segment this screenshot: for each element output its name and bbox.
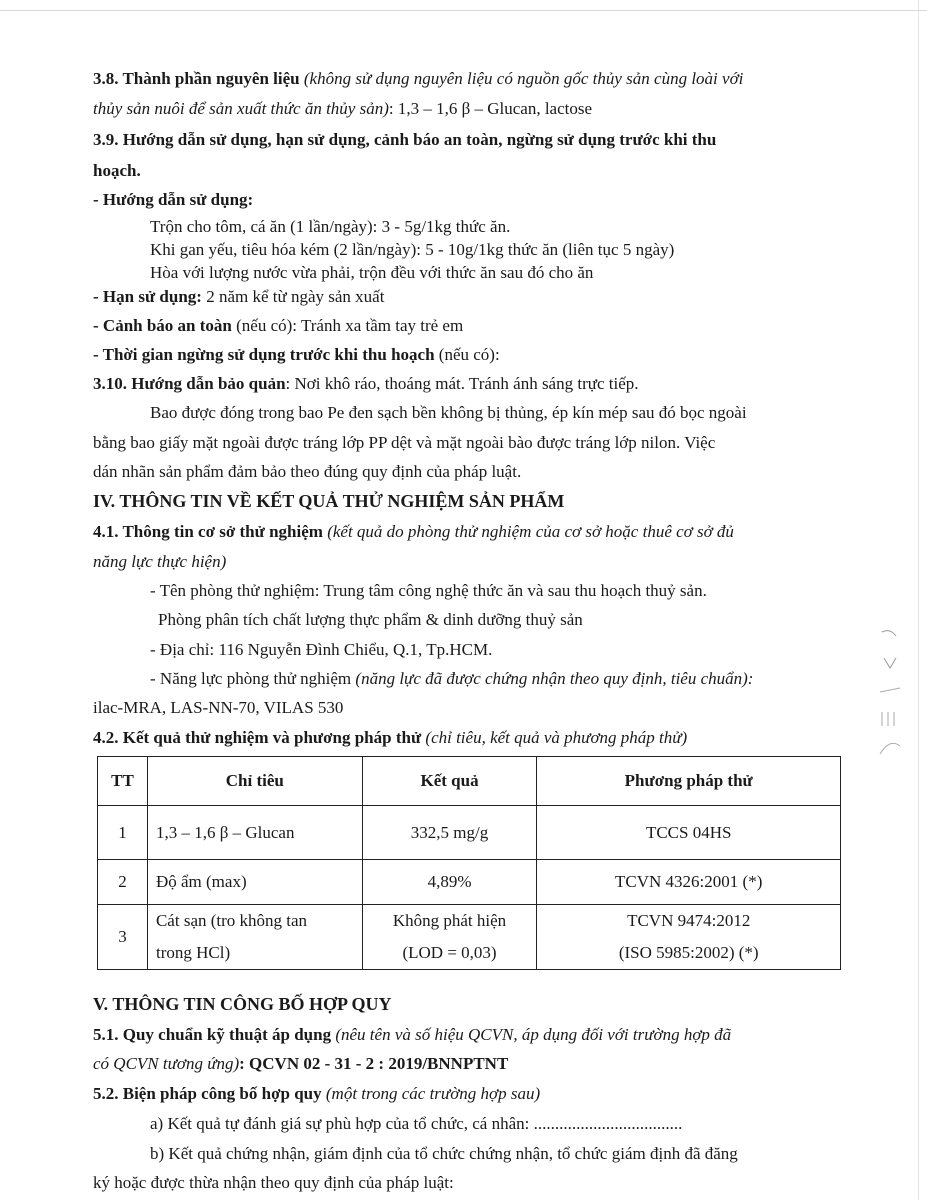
section-3-10-heading: 3.10. Hướng dẫn bảo quản bbox=[93, 374, 286, 393]
stamp-mark bbox=[876, 628, 904, 772]
withdrawal-line bbox=[93, 344, 500, 366]
row-2-method: TCVN 4326:2001 (*) bbox=[537, 860, 841, 905]
option-a: a) Kết quả tự đánh giá sự phù hợp của tổ chức, cá nhân: ................................... bbox=[150, 1114, 683, 1133]
usage-label: - Hướng dẫn sử dụng: bbox=[93, 190, 254, 209]
results-table bbox=[97, 756, 841, 970]
row-3-method-line-2: (ISO 5985:2002) (*) bbox=[618, 943, 759, 962]
row-1-result: 332,5 mg/g bbox=[362, 806, 537, 860]
section-5-1-note: (nêu tên và số hiệu QCVN, áp dụng đối với trường hợp đã bbox=[331, 1025, 732, 1044]
row-2-tt: 2 bbox=[98, 860, 148, 905]
row-2-result: 4,89% bbox=[362, 860, 537, 905]
section-4-2-note: (chỉ tiêu, kết quả và phương pháp thử) bbox=[421, 728, 688, 747]
row-3-result bbox=[362, 905, 537, 970]
section-v-heading: V. THÔNG TIN CÔNG BỐ HỢP QUY bbox=[93, 994, 392, 1014]
warning-value: (nếu có): Tránh xa tầm tay trẻ em bbox=[231, 316, 464, 335]
withdrawal-value: (nếu có): bbox=[434, 345, 500, 364]
table-header-row bbox=[98, 757, 841, 806]
row-3-result-line-2: (LOD = 0,03) bbox=[402, 943, 497, 962]
row-3-method bbox=[537, 905, 841, 970]
section-3-10-value: : Nơi khô ráo, thoáng mát. Tránh ánh sáng trực tiếp. bbox=[285, 374, 639, 393]
row-3-tt: 3 bbox=[98, 905, 148, 970]
section-3-8-line-1 bbox=[93, 68, 743, 90]
section-3-10-line bbox=[93, 373, 639, 395]
row-3-item-line-1: Cát sạn (tro không tan bbox=[155, 911, 308, 930]
row-3-method-line-1: TCVN 9474:2012 bbox=[627, 911, 751, 930]
withdrawal-label: - Thời gian ngừng sử dụng trước khi thu hoạch bbox=[93, 345, 435, 364]
packaging-line-2: bằng bao giấy mặt ngoài được tráng lớp PP dệt và mặt ngoài bào được tráng lớp nilon. Việc bbox=[93, 433, 716, 452]
expiry-value: 2 năm kể từ ngày sản xuất bbox=[201, 287, 385, 306]
row-1-method: TCCS 04HS bbox=[537, 806, 841, 860]
section-3-9-heading-1: 3.9. Hướng dẫn sử dụng, hạn sử dụng, cảnh báo an toàn, ngừng sử dụng trước khi thu bbox=[93, 130, 717, 149]
header-item: Chỉ tiêu bbox=[147, 757, 362, 806]
expiry-line bbox=[93, 286, 384, 308]
section-3-8-note-cont: thủy sản nuôi để sản xuất thức ăn thủy sản) bbox=[93, 99, 389, 118]
stamp-fragment-icon bbox=[876, 628, 904, 768]
table-row bbox=[98, 905, 841, 970]
warning-label: - Cảnh báo an toàn bbox=[93, 316, 232, 335]
section-5-2-note: (một trong các trường hợp sau) bbox=[321, 1084, 541, 1103]
lab-name-line-1: - Tên phòng thử nghiệm: Trung tâm công nghệ thức ăn và sau thu hoạch thuỷ sản. bbox=[150, 581, 707, 600]
usage-line-2: Khi gan yếu, tiêu hóa kém (2 lần/ngày): 5 - 10g/1kg thức ăn (liên tục 5 ngày) bbox=[150, 240, 675, 259]
scan-edge-top bbox=[0, 10, 927, 11]
section-3-8-line-2 bbox=[93, 98, 592, 120]
section-4-1-note: (kết quả do phòng thử nghiệm của cơ sở hoặc thuê cơ sở đủ bbox=[322, 522, 734, 541]
section-4-1-heading: 4.1. Thông tin cơ sở thử nghiệm bbox=[93, 522, 323, 541]
section-3-8-heading: 3.8. Thành phần nguyên liệu bbox=[93, 69, 300, 88]
option-b-line-2: ký hoặc được thừa nhận theo quy định của pháp luật: bbox=[93, 1173, 454, 1192]
lab-address: - Địa chỉ: 116 Nguyễn Đình Chiểu, Q.1, Tp.HCM. bbox=[150, 640, 493, 659]
header-result: Kết quả bbox=[362, 757, 537, 806]
scan-edge-right bbox=[918, 0, 919, 1200]
header-method: Phương pháp thử bbox=[537, 757, 841, 806]
section-3-8-value: : 1,3 – 1,6 β – Glucan, lactose bbox=[388, 99, 593, 118]
section-5-1-note-cont: có QCVN tương ứng) bbox=[93, 1054, 240, 1073]
row-3-result-line-1: Không phát hiện bbox=[392, 911, 507, 930]
section-5-1-heading: 5.1. Quy chuẩn kỹ thuật áp dụng bbox=[93, 1025, 332, 1044]
usage-line-1: Trộn cho tôm, cá ăn (1 lần/ngày): 3 - 5g/1kg thức ăn. bbox=[150, 217, 511, 236]
row-1-item: 1,3 – 1,6 β – Glucan bbox=[147, 806, 362, 860]
packaging-line-1: Bao được đóng trong bao Pe đen sạch bền không bị thủng, ép kín mép sau đó bọc ngoài bbox=[150, 403, 747, 422]
row-2-item: Độ ẩm (max) bbox=[147, 860, 362, 905]
row-3-item bbox=[147, 905, 362, 970]
lab-name-line-2: Phòng phân tích chất lượng thực phẩm & dinh dưỡng thuỷ sản bbox=[158, 610, 583, 629]
section-5-1-value: : QCVN 02 - 31 - 2 : 2019/BNNPTNT bbox=[239, 1054, 509, 1073]
usage-line-3: Hòa với lượng nước vừa phải, trộn đều với thức ăn sau đó cho ăn bbox=[150, 263, 594, 282]
section-5-1-line-2 bbox=[93, 1053, 508, 1075]
table-row bbox=[98, 806, 841, 860]
table-row bbox=[98, 860, 841, 905]
section-4-1-note-cont: năng lực thực hiện) bbox=[93, 552, 227, 571]
lab-capacity-label: - Năng lực phòng thử nghiệm bbox=[150, 669, 356, 688]
section-4-1-line-1 bbox=[93, 521, 734, 543]
row-1-tt: 1 bbox=[98, 806, 148, 860]
section-4-2-heading: 4.2. Kết quả thử nghiệm và phương pháp thử bbox=[93, 728, 422, 747]
section-5-2-line bbox=[93, 1083, 540, 1105]
option-b-line-1: b) Kết quả chứng nhận, giám định của tổ chức chứng nhận, tổ chức giám định đã đăng bbox=[150, 1144, 738, 1163]
section-5-2-heading: 5.2. Biện pháp công bố hợp quy bbox=[93, 1084, 322, 1103]
lab-capacity-value: ilac-MRA, LAS-NN-70, VILAS 530 bbox=[93, 698, 344, 717]
section-3-9-heading-2: hoạch. bbox=[93, 161, 141, 180]
section-5-1-line-1 bbox=[93, 1024, 731, 1046]
header-tt: TT bbox=[98, 757, 148, 806]
expiry-label: - Hạn sử dụng: bbox=[93, 287, 202, 306]
section-4-2-line bbox=[93, 727, 687, 749]
section-iv-heading: IV. THÔNG TIN VỀ KẾT QUẢ THỬ NGHIỆM SẢN PHẨM bbox=[93, 491, 565, 511]
packaging-line-3: dán nhãn sản phẩm đảm bảo theo đúng quy định của pháp luật. bbox=[93, 462, 522, 481]
row-3-item-line-2: trong HCl) bbox=[155, 943, 231, 962]
lab-capacity-line bbox=[150, 668, 753, 690]
section-3-8-note: (không sử dụng nguyên liệu có nguồn gốc thủy sản cùng loài với bbox=[303, 69, 744, 88]
lab-capacity-note: (năng lực đã được chứng nhận theo quy định, tiêu chuẩn): bbox=[355, 669, 754, 688]
warning-line bbox=[93, 315, 463, 337]
